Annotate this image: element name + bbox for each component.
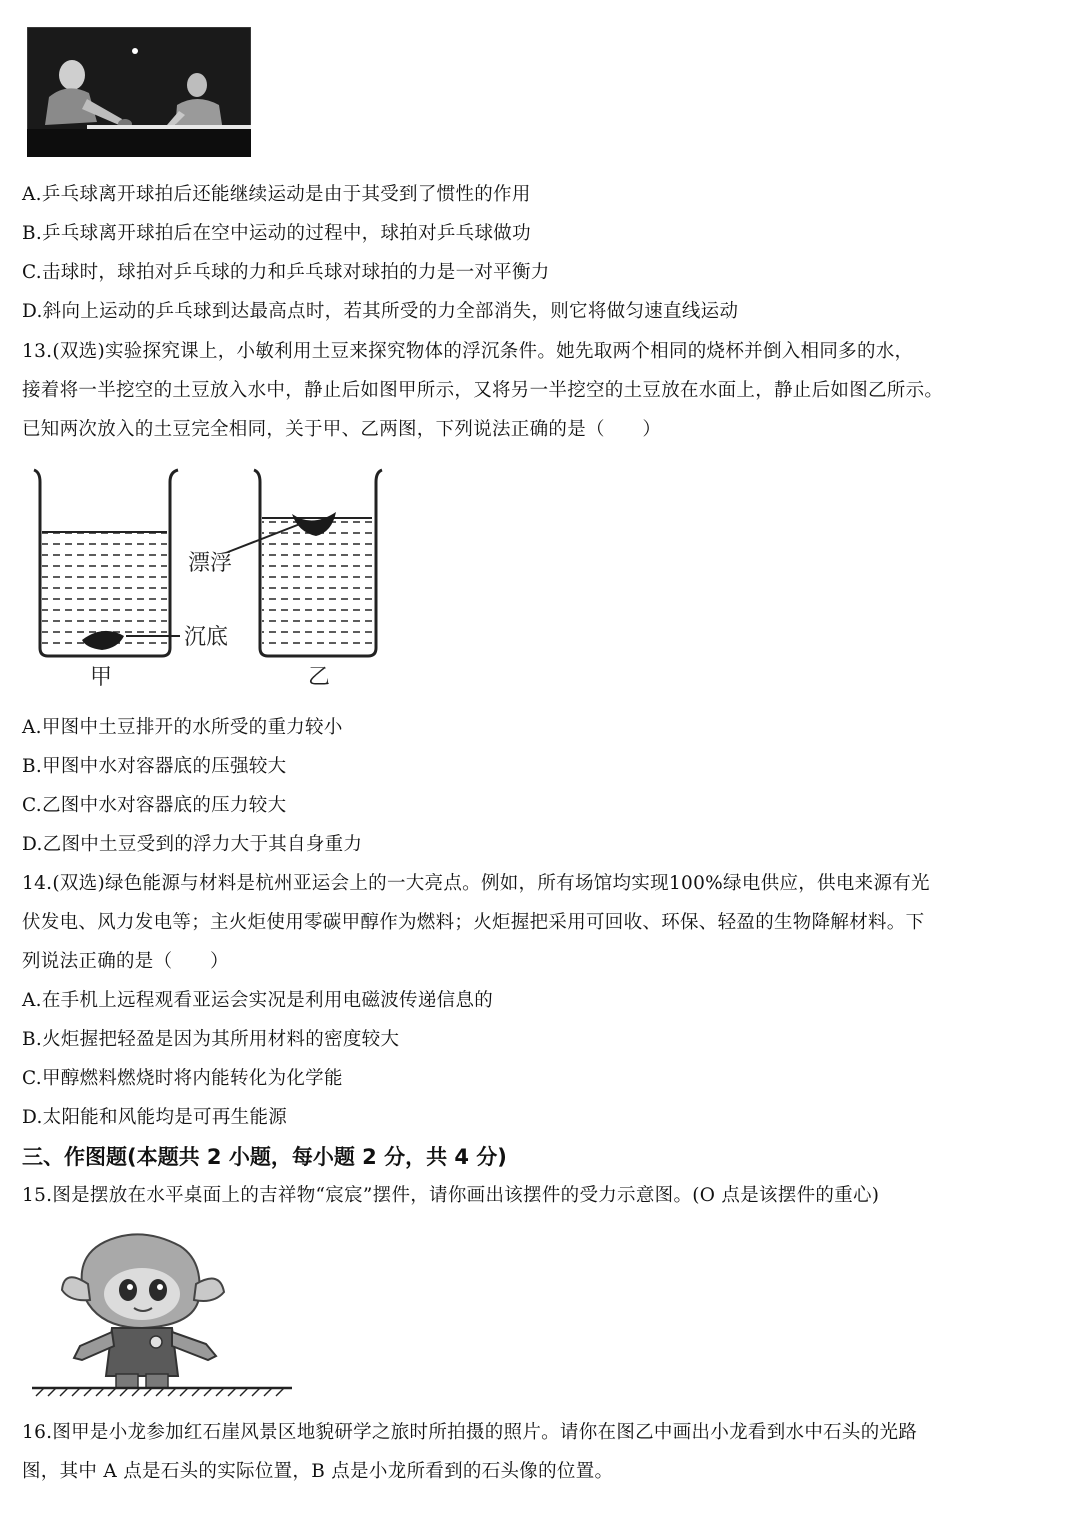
q12-option-a: A.乒乓球离开球拍后还能继续运动是由于其受到了惯性的作用 <box>22 184 531 205</box>
table-tennis-photo <box>27 27 251 157</box>
q13-option-b: B.甲图中水对容器底的压强较大 <box>22 756 287 777</box>
mascot-figure <box>30 1228 300 1398</box>
q14-stem-line-3: 列说法正确的是（ ） <box>22 951 229 972</box>
beaker-jia <box>34 470 180 656</box>
label-yi: 乙 <box>308 665 331 690</box>
q13-stem-line-3: 已知两次放入的土豆完全相同，关于甲、乙两图，下列说法正确的是（ ） <box>22 419 662 440</box>
label-jia: 甲 <box>90 665 113 690</box>
q13-option-d: D.乙图中土豆受到的浮力大于其自身重力 <box>22 834 363 855</box>
q14-option-a: A.在手机上远程观看亚运会实况是利用电磁波传递信息的 <box>22 990 494 1011</box>
table-tennis-photo-drawing <box>27 27 251 157</box>
q13-option-c: C.乙图中水对容器底的压力较大 <box>22 795 287 816</box>
q12-option-c: C.击球时，球拍对乒乓球的力和乒乓球对球拍的力是一对平衡力 <box>22 262 550 283</box>
q15-stem: 15.图是摆放在水平桌面上的吉祥物“宸宸”摆件，请你画出该摆件的受力示意图。(O 点是该摆件的重心) <box>22 1185 880 1206</box>
beaker-figure-drawing <box>28 462 388 692</box>
beaker-figure <box>28 462 388 692</box>
q14-option-c: C.甲醇燃料燃烧时将内能转化为化学能 <box>22 1068 343 1089</box>
q13-option-a: A.甲图中土豆排开的水所受的重力较小 <box>22 717 343 738</box>
q14-option-d: D.太阳能和风能均是可再生能源 <box>22 1107 288 1128</box>
beaker-yi <box>228 470 382 656</box>
q16-stem-line-2: 图，其中 A 点是石头的实际位置，B 点是小龙所看到的石头像的位置。 <box>22 1461 614 1482</box>
q12-option-b: B.乒乓球离开球拍后在空中运动的过程中，球拍对乒乓球做功 <box>22 223 531 244</box>
mascot-figure-drawing <box>30 1228 300 1398</box>
q13-stem-line-1: 13.(双选)实验探究课上，小敏利用土豆来探究物体的浮沉条件。她先取两个相同的烧杯并倒入相同多的水， <box>22 341 914 362</box>
q14-stem-line-2: 伏发电、风力发电等；主火炬使用零碳甲醇作为燃料；火炬握把采用可回收、环保、轻盈的生物降解材料。下 <box>22 912 925 933</box>
q16-stem-line-1: 16.图甲是小龙参加红石崖风景区地貌研学之旅时所拍摄的照片。请你在图乙中画出小龙看到水中石头的光路 <box>22 1422 918 1443</box>
label-sink: 沉底 <box>184 625 229 650</box>
q12-option-d: D.斜向上运动的乒乓球到达最高点时，若其所受的力全部消失，则它将做匀速直线运动 <box>22 301 739 322</box>
label-float: 漂浮 <box>188 551 233 576</box>
q13-stem-line-2: 接着将一半挖空的土豆放入水中，静止后如图甲所示，又将另一半挖空的土豆放在水面上，静止后如图乙所示。 <box>22 380 944 401</box>
q14-stem-line-1: 14.(双选)绿色能源与材料是杭州亚运会上的一大亮点。例如，所有场馆均实现100%绿电供应，供电来源有光 <box>22 873 930 894</box>
q14-option-b: B.火炬握把轻盈是因为其所用材料的密度较大 <box>22 1029 400 1050</box>
section-heading: 三、作图题(本题共 2 小题，每小题 2 分，共 4 分) <box>22 1145 507 1169</box>
